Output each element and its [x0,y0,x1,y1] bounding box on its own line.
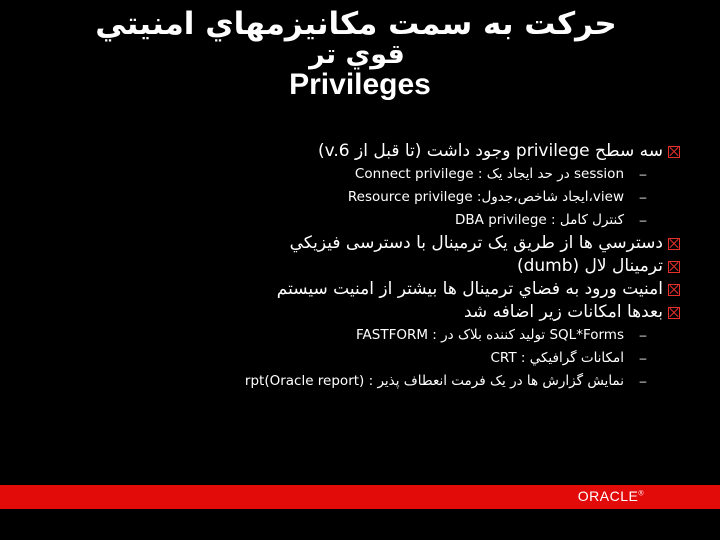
bullet-item [40,278,680,301]
boxed-x-icon [668,261,680,273]
title-line-2: قوي تر [309,39,405,70]
dash-marker: – [639,213,647,227]
footer-bar [0,485,720,509]
sub-bullet-text: CRT : امکانات گرافيکي [490,350,624,366]
bullet-item [40,255,680,278]
boxed-x-icon [668,307,680,319]
boxed-x-icon [668,238,680,250]
dash-marker: – [639,351,647,365]
dash-marker: – [639,190,647,204]
sub-bullet-text: FASTFORM : توليد کننده بلاک در SQL*Forms [356,327,624,343]
bullet-item [40,301,680,324]
sub-bullet-item [40,163,662,186]
bullet-list [40,140,680,393]
oracle-logo [578,488,644,504]
sub-bullet-item [40,324,662,347]
sub-bullet-text: DBA privilege : کنترل کامل [455,212,624,228]
sub-bullet-item [40,370,662,393]
bullet-item [40,232,680,255]
title-line-3: Privileges [289,68,431,101]
dash-marker: – [639,374,647,388]
sub-bullet-item [40,186,662,209]
bullet-text: امنيت ورود به فضاي ترمينال ها بيشتر از امنيت سيستم [276,279,663,299]
slide-title [0,6,720,102]
registered-mark: ® [638,490,644,498]
sub-bullet-text: Connect privilege : در حد ايجاد يک session [354,166,624,182]
sub-bullet-text: rpt(Oracle report) : نمايش گزارش ها در يک فرمت انعطاف پذير [244,373,624,389]
boxed-x-icon [668,284,680,296]
oracle-logo-text: ORACLE [577,488,639,504]
dash-marker: – [639,167,647,181]
dash-marker: – [639,328,647,342]
title-line-1: حرکت به سمت مکانيزمهاي امنيتي [95,6,617,42]
bullet-text: دسترسي ها از طريق يک ترمينال با دسترسی فيزيکي [289,233,663,253]
sub-bullet-item [40,347,662,370]
bullet-text: بعدها امکانات زير اضافه شد [464,302,663,322]
boxed-x-icon [668,146,680,158]
bullet-text: ترمينال لال (dumb) [516,256,663,276]
bullet-item [40,140,680,163]
sub-bullet-item [40,209,662,232]
bullet-text: سه سطح privilege وجود داشت (تا قبل از v.6) [317,141,663,161]
sub-bullet-text: Resource privilege :ايجاد شاخص،جدول،view [347,189,624,205]
